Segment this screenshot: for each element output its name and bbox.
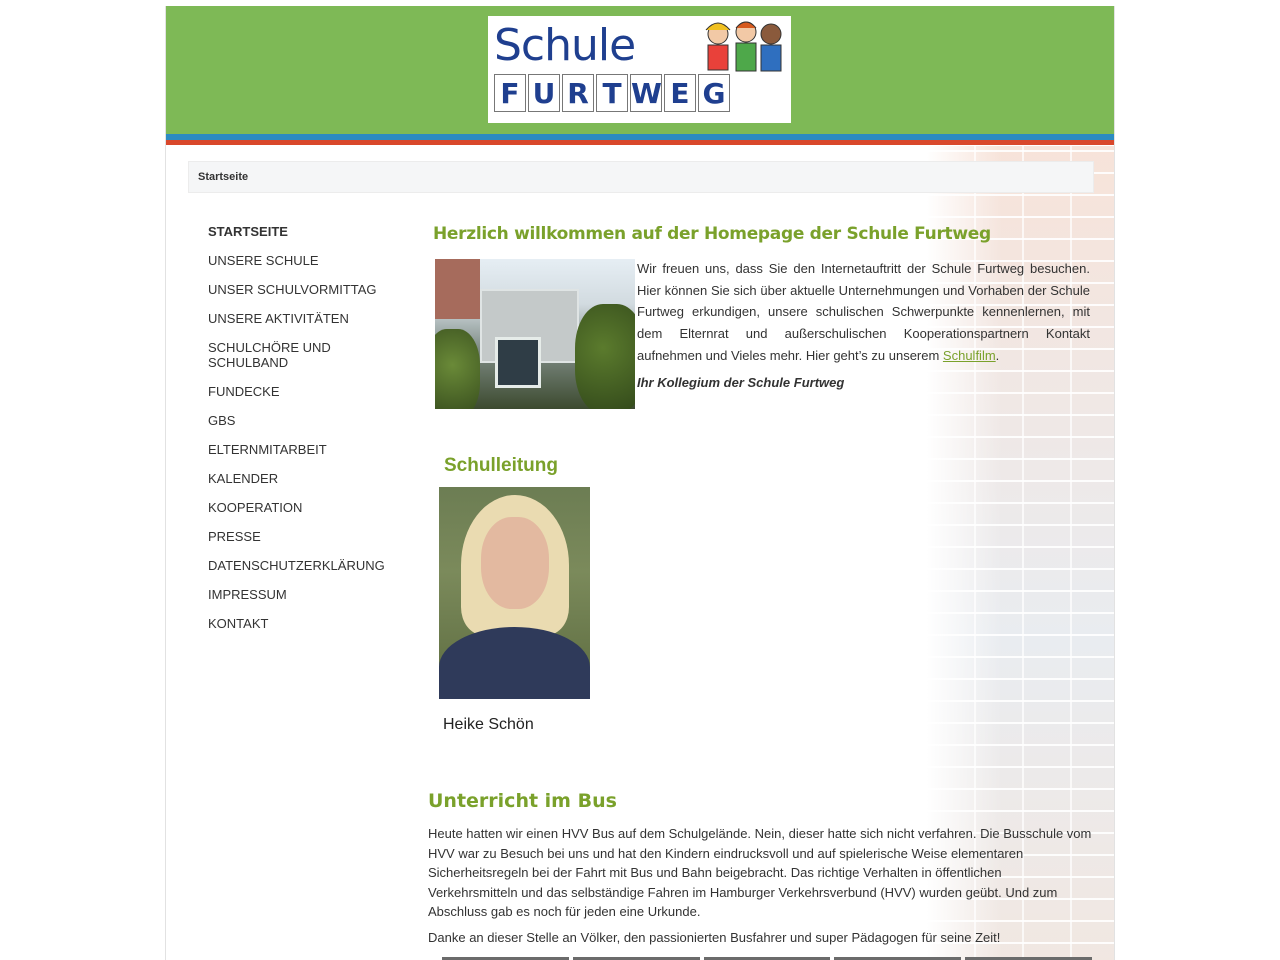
nav-item-elternmitarbeit[interactable]: ELTERNMITARBEIT <box>208 442 327 457</box>
logo-word-schule: Schule <box>494 20 636 71</box>
nav-item-presse[interactable]: PRESSE <box>208 529 261 544</box>
nav-item-gbs[interactable]: GBS <box>208 413 236 428</box>
nav-item-kontakt[interactable]: KONTAKT <box>208 616 269 631</box>
main-content <box>428 6 1098 960</box>
page <box>165 6 1115 960</box>
nav-item-unser-schulvormittag[interactable]: UNSER SCHULVORMITTAG <box>208 282 377 297</box>
nav-item-datenschutzerklaerung[interactable]: DATENSCHUTZERKLÄRUNG <box>208 558 385 573</box>
logo-letter: R <box>562 74 594 112</box>
welcome-heading: Herzlich willkommen auf der Homepage der Schule Furtweg <box>433 224 991 244</box>
principal-name: Heike Schön <box>443 716 534 733</box>
logo-letter: T <box>596 74 628 112</box>
principal-portrait <box>439 487 590 699</box>
bus-paragraph-2: Danke an dieser Stelle an Völker, den passionierten Busfahrer und super Pädagogen für seine Zeit! <box>428 930 1001 945</box>
logo-letter: G <box>698 74 730 112</box>
main-navigation <box>208 224 408 645</box>
welcome-signature: Ihr Kollegium der Schule Furtweg <box>637 375 845 390</box>
logo-letter: E <box>664 74 696 112</box>
welcome-paragraph <box>637 258 1090 367</box>
nav-item-startseite[interactable]: STARTSEITE <box>208 224 288 239</box>
nav-item-kooperation[interactable]: KOOPERATION <box>208 500 303 515</box>
logo-letter: U <box>528 74 560 112</box>
nav-item-kalender[interactable]: KALENDER <box>208 471 279 486</box>
bus-heading: Unterricht im Bus <box>428 790 617 812</box>
welcome-text: Wir freuen uns, dass Sie den Internetauftritt der Schule Furtweg besuchen. Hier können Sie sich über aktuelle Unternehmungen und Vorhaben der Schule Furtweg erkundigen, unsere schulischen Schwerpunkte kennenlernen, mit dem Elternrat und außerschulischen Kooperationspartnern Kontakt aufnehmen und Vieles mehr. Hier geht’s zu unserem <box>637 261 1090 363</box>
breadcrumb[interactable]: Startseite <box>188 161 1094 193</box>
logo-letter: W <box>630 74 662 112</box>
nav-item-unsere-schule[interactable]: UNSERE SCHULE <box>208 253 319 268</box>
nav-item-schulchoere-und-schulband[interactable]: SCHULCHÖRE UND SCHULBAND <box>208 340 331 370</box>
bus-paragraph-1: Heute hatten wir einen HVV Bus auf dem Schulgelände. Nein, dieser hatte sich nicht verfahren. Die Busschule vom HVV war zu Besuch bei uns und hat den Kindern eindrucksvoll und auf spielerische Weise elementaren Sicherheitsregeln bei der Fahrt mit Bus und Bahn beigebracht. Das richtige Verhalten in öffentlichen Verkehrsmitteln und das selbständige Fahren im Hamburger Verkehrsverbund (HVV) wurden geübt. Und zum Abschluss gab es noch für jeden eine Urkunde. <box>428 826 1092 919</box>
logo-letter: F <box>494 74 526 112</box>
welcome-text-end: . <box>995 347 1000 363</box>
schulfilm-link[interactable]: Schulfilm <box>942 347 996 363</box>
nav-item-unsere-aktivitaeten[interactable]: UNSERE AKTIVITÄTEN <box>208 311 349 326</box>
nav-item-impressum[interactable]: IMPRESSUM <box>208 587 287 602</box>
school-building-photo <box>435 259 635 409</box>
schulleitung-heading: Schulleitung <box>444 455 558 476</box>
nav-item-fundecke[interactable]: FUNDECKE <box>208 384 280 399</box>
